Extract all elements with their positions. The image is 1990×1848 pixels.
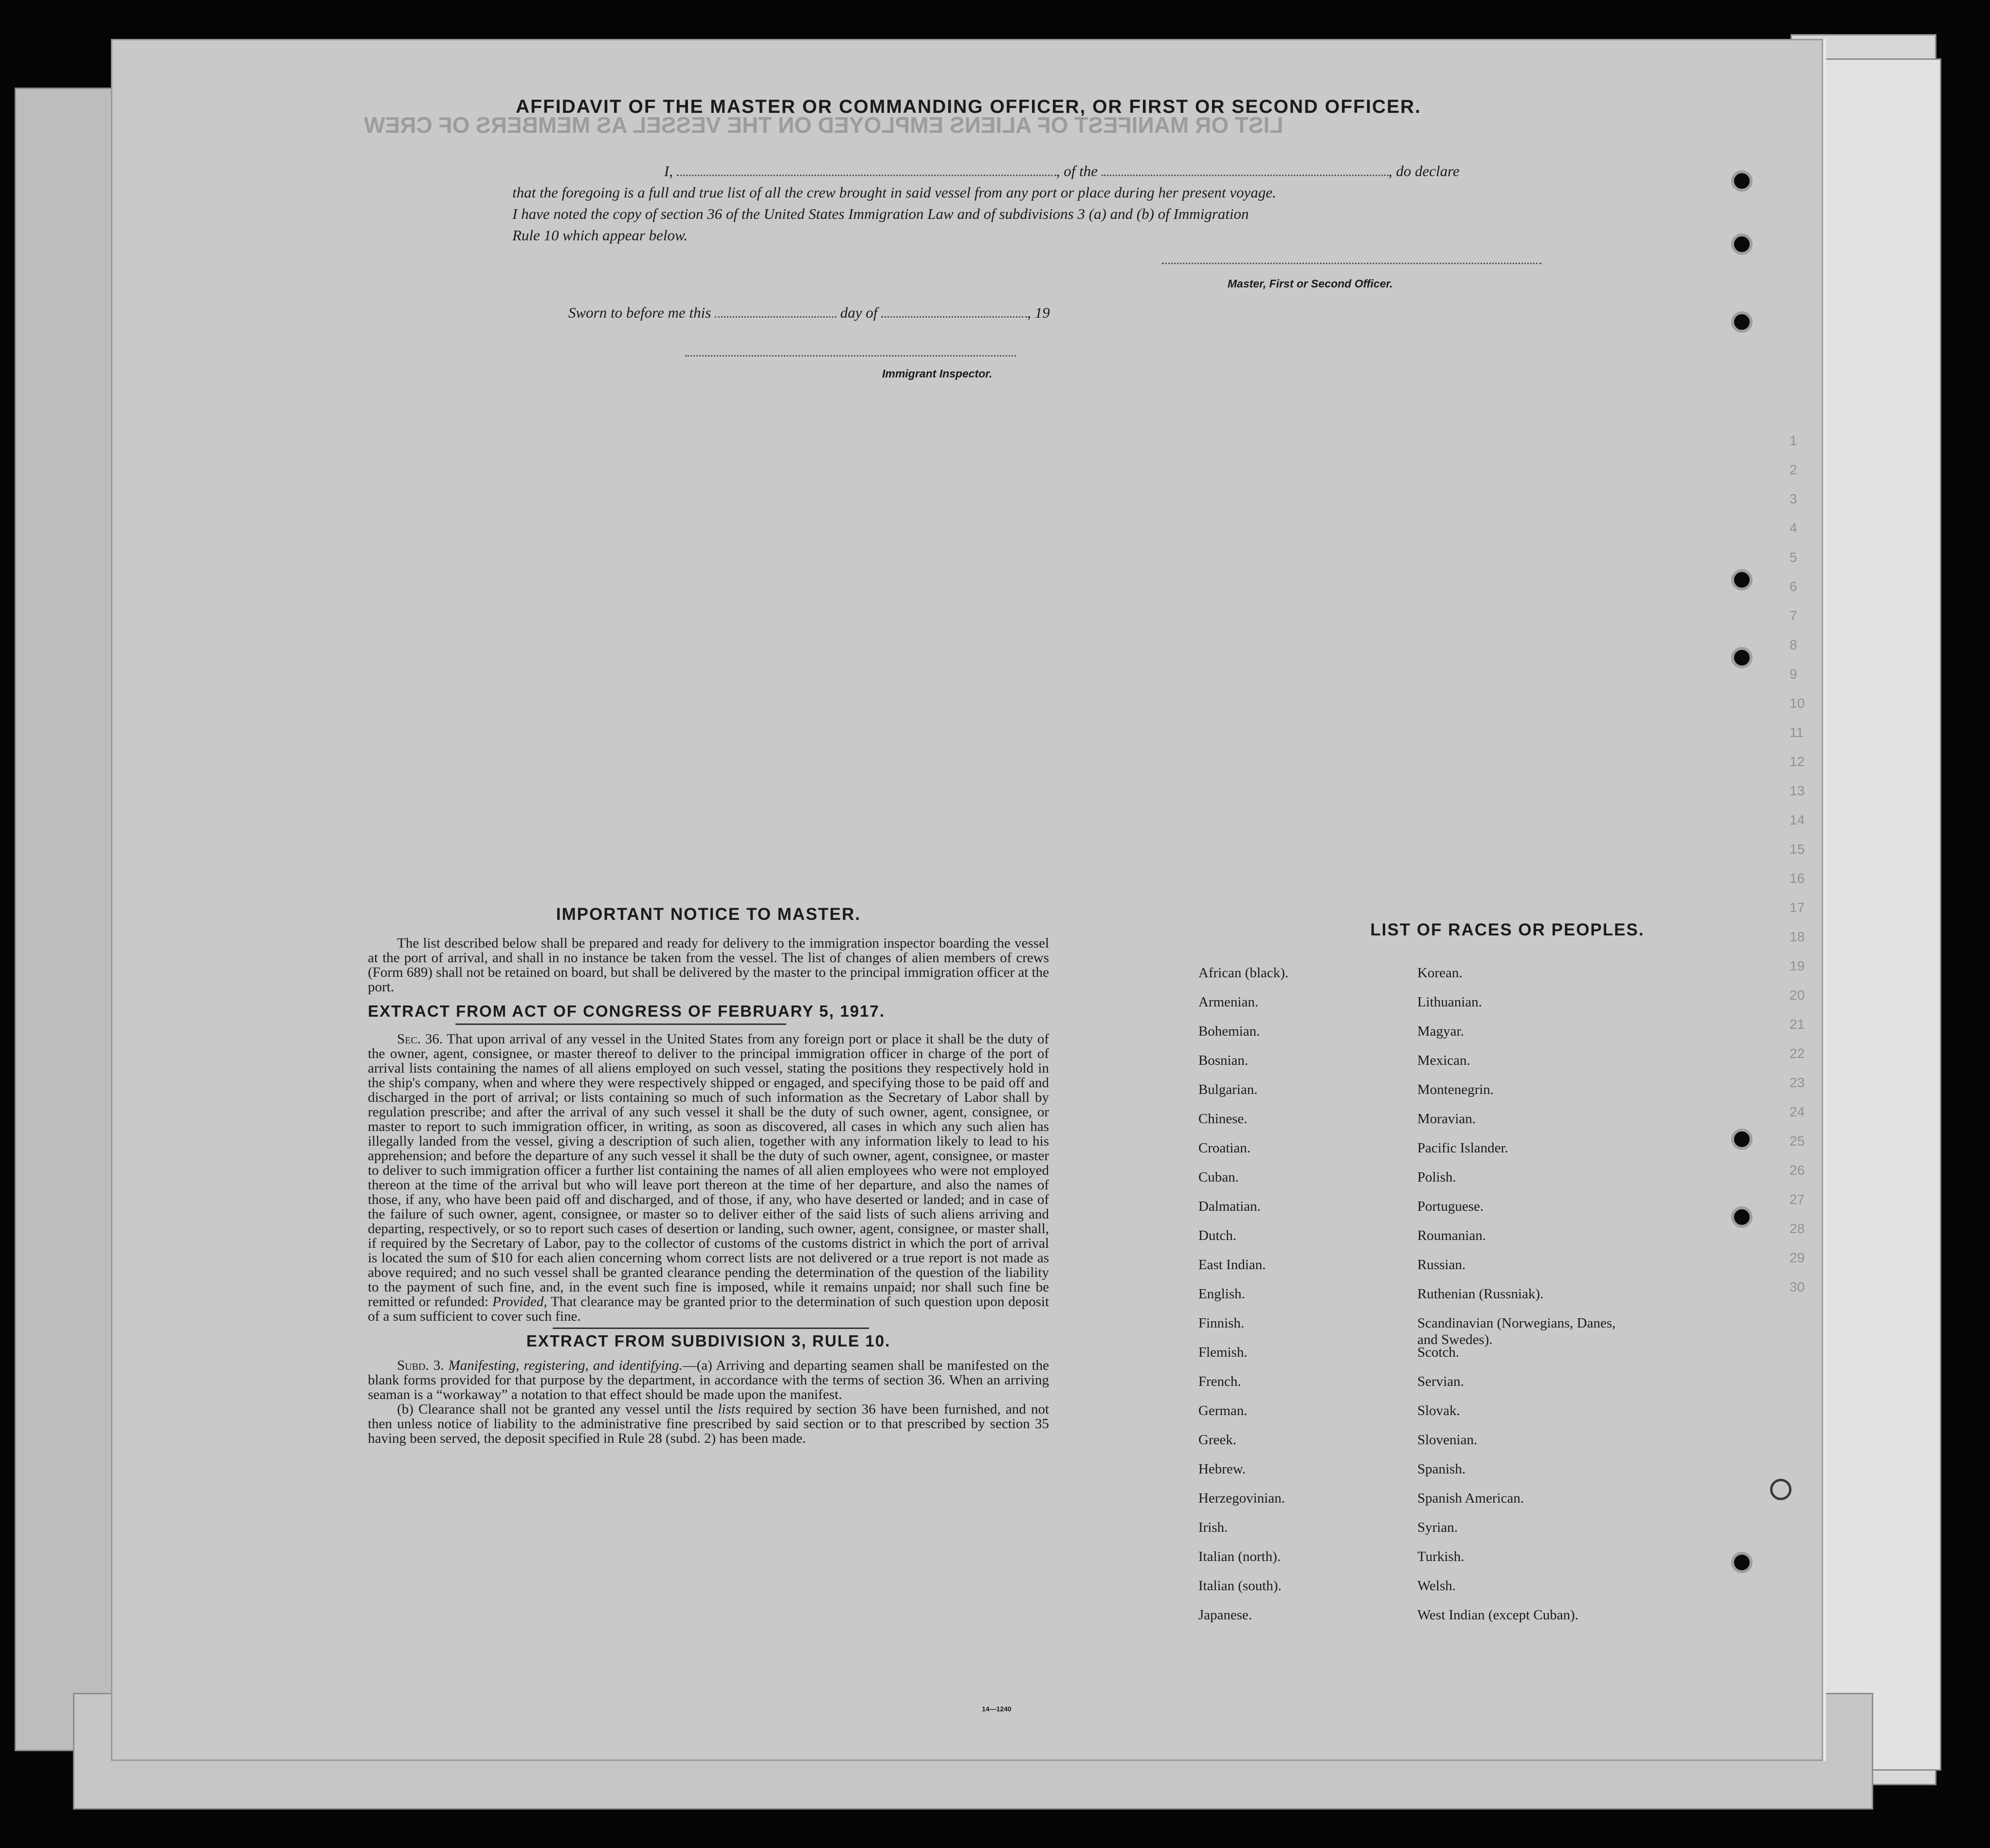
binder-hole <box>1731 1129 1753 1150</box>
show-through-row-number: 8 <box>1790 637 1797 652</box>
show-through-row-number: 29 <box>1790 1250 1805 1265</box>
race-item: Greek. <box>1198 1432 1237 1448</box>
show-through-row-number: 21 <box>1790 1017 1805 1032</box>
show-through-row-number: 4 <box>1790 520 1797 536</box>
sworn-year: , 19 <box>1027 304 1050 321</box>
show-through-row-number: 13 <box>1790 783 1805 798</box>
binder-hole <box>1731 170 1753 192</box>
show-through-row-number: 16 <box>1790 871 1805 886</box>
proviso-text: That clearance may be granted prior to the determination of such question upon deposit of a sum sufficient to cover such fine. <box>368 1294 1049 1324</box>
race-item: Slovenian. <box>1417 1432 1478 1448</box>
show-through-row-number: 17 <box>1790 900 1805 915</box>
race-item: Irish. <box>1198 1520 1228 1535</box>
subdivision-b-text <box>368 1402 1049 1446</box>
affidavit-line-3: I have noted the copy of section 36 of the United States Immigration Law and of subdivisions 3 (a) and (b) of Immigration <box>512 205 1249 222</box>
sworn-month-blank <box>881 316 1027 318</box>
show-through-row-number: 1 <box>1790 433 1797 448</box>
subd-heading: Manifesting, registering, and identifying. <box>448 1358 683 1373</box>
vessel-blank <box>1102 175 1389 176</box>
race-item: Korean. <box>1417 965 1463 981</box>
race-item: Moravian. <box>1417 1111 1476 1127</box>
race-item: Spanish American. <box>1417 1490 1524 1506</box>
subdivision-a-text <box>368 1358 1049 1402</box>
proviso-word: Provided, <box>492 1294 547 1310</box>
affidavit-of-the: , of the <box>1056 162 1098 179</box>
affidavit-text <box>512 161 1583 246</box>
race-item: Mexican. <box>1417 1053 1470 1068</box>
affidavit-declare: , do declare <box>1388 162 1460 179</box>
binder-hole <box>1731 647 1753 668</box>
races-column-right <box>1417 965 1627 1636</box>
show-through-row-number: 26 <box>1790 1163 1805 1178</box>
race-item: Pacific Islander. <box>1417 1140 1508 1156</box>
race-item: Syrian. <box>1417 1520 1458 1535</box>
show-through-row-number: 24 <box>1790 1104 1805 1119</box>
extract-rule-title: EXTRACT FROM SUBDIVISION 3, RULE 10. <box>526 1332 891 1350</box>
show-through-row-number: 12 <box>1790 754 1805 769</box>
race-item: Finnish. <box>1198 1315 1245 1331</box>
show-through-row-number: 22 <box>1790 1046 1805 1061</box>
show-through-row-number: 15 <box>1790 842 1805 857</box>
notice-body: The list described below shall be prepared and ready for delivery to the immigration inspector boarding the vessel at the port of arrival, and shall in no instance be taken from the vessel. The list of changes of alien members of crews (Form 689) shall not be retained on board, but shall be delivered by the master to the principal immigration officer at the port. <box>368 935 1049 995</box>
name-blank <box>677 175 1056 176</box>
race-item: Russian. <box>1417 1257 1466 1273</box>
races-column-left <box>1198 965 1408 1636</box>
race-item: West Indian (except Cuban). <box>1417 1607 1579 1623</box>
show-through-row-number: 11 <box>1790 725 1804 740</box>
show-through-row-number: 14 <box>1790 812 1805 827</box>
race-item: Bosnian. <box>1198 1053 1248 1068</box>
affidavit-title: AFFIDAVIT OF THE MASTER OR COMMANDING OFFICER, OR FIRST OR SECOND OFFICER. <box>515 96 1422 117</box>
section-36-text <box>368 1032 1049 1324</box>
notice-body-block <box>368 936 1049 994</box>
race-item: Turkish. <box>1417 1549 1465 1564</box>
race-item: French. <box>1198 1374 1241 1389</box>
binder-hole <box>1731 311 1753 333</box>
race-item: Magyar. <box>1417 1023 1464 1039</box>
race-item: Bulgarian. <box>1198 1082 1258 1097</box>
back-page-right-inner <box>1820 58 1941 1771</box>
binder-hole <box>1731 1206 1753 1228</box>
race-item: Japanese. <box>1198 1607 1252 1623</box>
race-item: Bohemian. <box>1198 1023 1260 1039</box>
signature-blank <box>1162 263 1541 264</box>
race-item: English. <box>1198 1286 1245 1302</box>
show-through-row-number: 9 <box>1790 666 1797 682</box>
show-through-row-number: 19 <box>1790 958 1805 973</box>
show-through-row-number: 28 <box>1790 1221 1805 1236</box>
race-item: African (black). <box>1198 965 1289 981</box>
binder-hole <box>1770 1479 1791 1500</box>
binder-hole <box>1731 233 1753 255</box>
race-item: Cuban. <box>1198 1169 1239 1185</box>
manifest-page <box>111 39 1826 1761</box>
sec-body: That upon arrival of any vessel in the United States from any foreign port or place it shall be the duty of the owner, agent, consignee, or master thereof to deliver to the principal immigration officer in charge of the port of arrival lists containing the names of all aliens employed on such vessel, stating the positions they respectively hold in the ship's company, when and where they were respectively shipped or engaged, and specifying those to be paid off and discharged in the port of arrival; or lists containing so much of such information as the Secretary of Labor shall by regulation prescribe; and after the arrival of any such vessel it shall be the duty of such owner, agent, consignee, or master to report to such immigration officer, in writing, as soon as discovered, all cases in which any such alien has illegally landed from the vessel, giving a description of such alien, together with any information likely to lead to his apprehension; and before the departure of any such vessel it shall be the duty of such owner, agent, consignee, or master to deliver to such immigration officer a further list containing the names of all alien employees who were not employed thereon at the time of the arrival but who will leave port thereon at the time of her departure, and also the names of those, if any, who have been paid off and discharged, and of those, if any, who have deserted or landed; and in case of the failure of such owner, agent, consignee, or master so to deliver either of the said lists of such aliens arriving and departing, respectively, or so to report such cases of desertion or landing, such owner, agent, consignee, or master shall, if required by the Secretary of Labor, pay to the collector of customs of the customs district in which the port of arrival is located the sum of $10 for each alien concerning whom correct lists are not delivered or a true report is not made as above required; and no such vessel shall be granted clearance pending the determination of the question of the liability to the payment of such fine, and, in the event such fine is imposed, while it remains unpaid; nor shall such fine be remitted or refunded: <box>368 1031 1049 1310</box>
sworn-day-of: day of <box>840 304 878 321</box>
race-item: Roumanian. <box>1417 1228 1486 1243</box>
show-through-row-number: 18 <box>1790 929 1805 944</box>
binder-hole <box>1731 1552 1753 1573</box>
show-through-row-number: 6 <box>1790 579 1797 594</box>
race-item: Montenegrin. <box>1417 1082 1494 1097</box>
races-title: LIST OF RACES OR PEOPLES. <box>1370 920 1645 939</box>
show-through-row-number: 30 <box>1790 1279 1805 1294</box>
affidavit-i: I, <box>664 162 673 179</box>
notice-title: IMPORTANT NOTICE TO MASTER. <box>556 905 861 924</box>
race-item: Italian (south). <box>1198 1578 1282 1594</box>
notice-column <box>368 905 1049 1446</box>
race-item: Croatian. <box>1198 1140 1251 1156</box>
race-item: Hebrew. <box>1198 1461 1246 1477</box>
signature-label: Master, First or Second Officer. <box>1228 277 1393 290</box>
sec-label: Sec. 36. <box>397 1031 443 1047</box>
show-through-row-number: 5 <box>1790 550 1797 565</box>
show-through-row-number: 7 <box>1790 608 1797 623</box>
race-item: Scotch. <box>1417 1345 1460 1360</box>
race-item: Lithuanian. <box>1417 994 1482 1010</box>
sworn-line <box>568 304 1050 322</box>
race-item: German. <box>1198 1403 1248 1418</box>
subd-b-lists: lists <box>718 1401 741 1417</box>
race-item: Armenian. <box>1198 994 1259 1010</box>
show-through-row-number: 25 <box>1790 1133 1805 1148</box>
race-item: Dalmatian. <box>1198 1199 1261 1214</box>
sworn-day-blank <box>715 316 836 318</box>
show-through-row-number: 10 <box>1790 696 1805 711</box>
show-through-title: LIST OR MANIFEST OF ALIENS EMPLOYED ON THE VESSEL AS MEMBERS OF CREW <box>364 112 1284 138</box>
extract-rule-block <box>368 1358 1049 1446</box>
inspector-label: Immigrant Inspector. <box>882 367 993 380</box>
title-rule <box>455 1023 786 1025</box>
show-through-row-number: 20 <box>1790 987 1805 1003</box>
show-through-row-number: 23 <box>1790 1075 1805 1090</box>
affidavit-line-2: that the foregoing is a full and true list of all the crew brought in said vessel from any port or place during her present voyage. <box>512 184 1276 201</box>
race-item: Welsh. <box>1417 1578 1456 1594</box>
title-rule <box>553 1328 869 1329</box>
extract-act-title: EXTRACT FROM ACT OF CONGRESS OF FEBRUARY 5, 1917. <box>368 1002 886 1020</box>
binder-hole <box>1731 569 1753 591</box>
race-item: Flemish. <box>1198 1345 1248 1360</box>
sworn-prefix: Sworn to before me this <box>568 304 711 321</box>
affidavit-line-4: Rule 10 which appear below. <box>512 227 688 244</box>
race-item: Scandinavian (Norwegians, Danes, and Swedes). <box>1417 1315 1616 1347</box>
subd-para-a: —(a) Arriving and departing seamen shall be manifested on the blank forms provided for that purpose by the department, in accordance with the terms of section 36. When an arriving seaman is a “workaway” a notation to that effect should be made upon the manifest. <box>368 1358 1049 1402</box>
race-item: Servian. <box>1417 1374 1464 1389</box>
affidavit-line-1 <box>512 161 1583 182</box>
subd-b-rest: required by section 36 have been furnished, and not then unless notice of liability to the administrative fine prescribed by said section or to that prescribed by section 35 having been served, the deposit specified in Rule 28 (subd. 2) has been made. <box>368 1401 1049 1446</box>
race-item: Spanish. <box>1417 1461 1466 1477</box>
subd-label: Subd. 3. <box>397 1358 444 1373</box>
race-item: Slovak. <box>1417 1403 1460 1418</box>
subd-b-prefix: (b) Clearance shall not be granted any vessel until the <box>397 1401 713 1417</box>
race-item: Ruthenian (Russniak). <box>1417 1286 1544 1302</box>
race-item: Polish. <box>1417 1169 1456 1185</box>
show-through-row-number: 2 <box>1790 462 1797 477</box>
race-item: Portuguese. <box>1417 1199 1484 1214</box>
race-item: East Indian. <box>1198 1257 1266 1273</box>
inspector-blank <box>685 355 1016 357</box>
extract-act-block <box>368 1032 1049 1324</box>
race-item: Chinese. <box>1198 1111 1248 1127</box>
race-item: Dutch. <box>1198 1228 1237 1243</box>
form-number: 14—1240 <box>982 1705 1012 1713</box>
race-item: Italian (north). <box>1198 1549 1281 1564</box>
show-through-row-number: 3 <box>1790 491 1797 506</box>
race-item: Herzegovinian. <box>1198 1490 1285 1506</box>
show-through-row-number: 27 <box>1790 1192 1805 1207</box>
